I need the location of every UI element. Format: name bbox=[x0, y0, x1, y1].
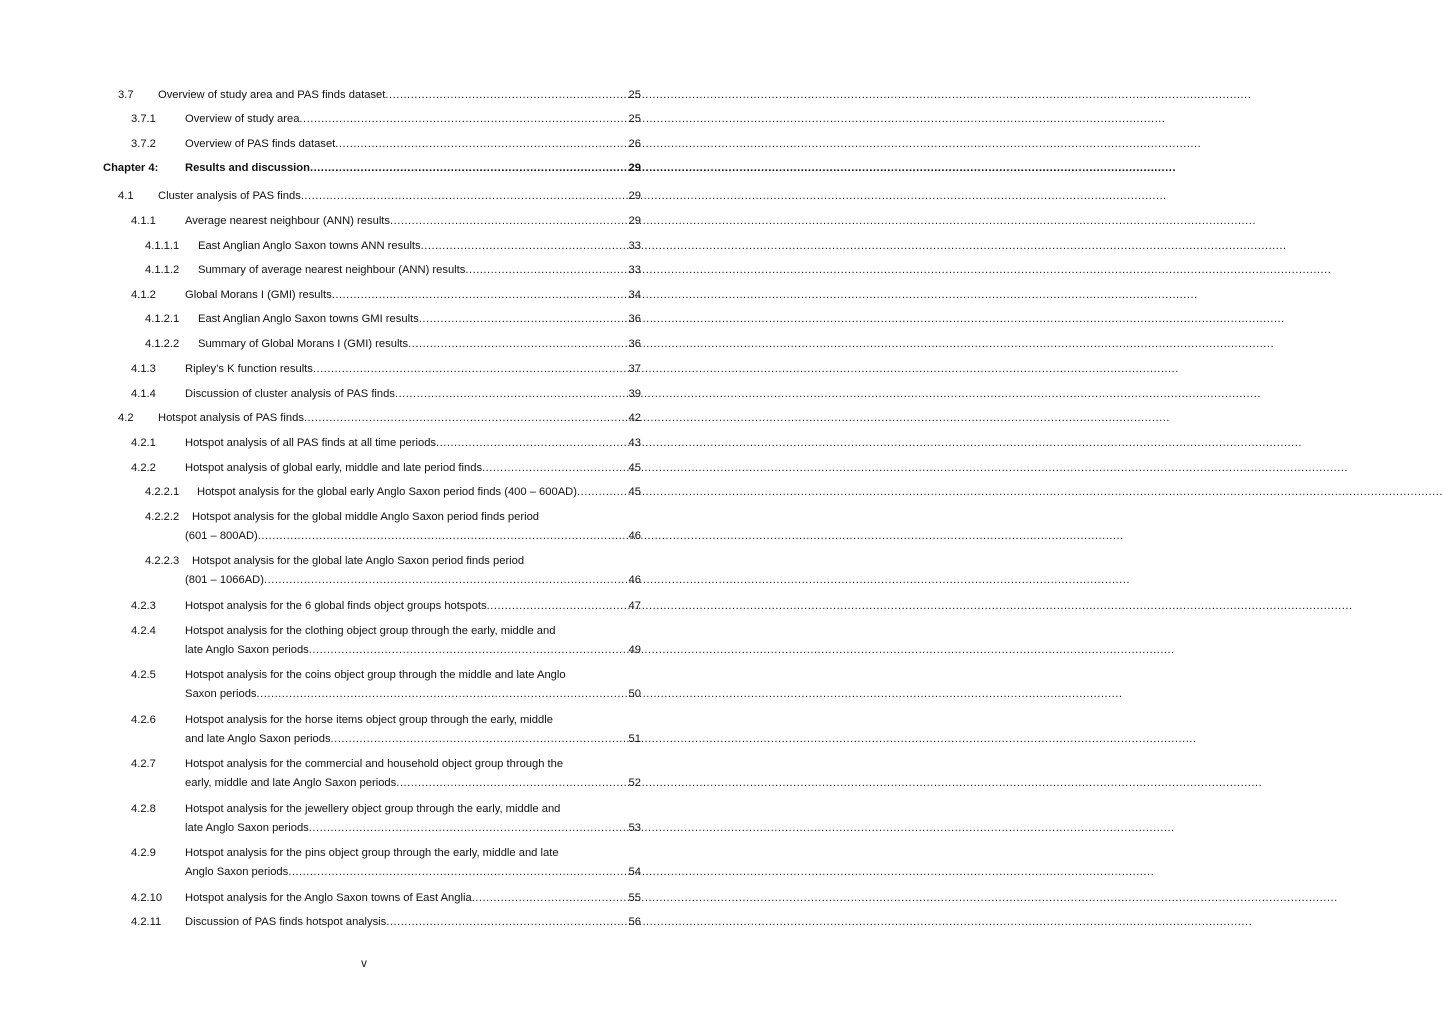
toc-entry-title: Overview of PAS finds dataset bbox=[185, 138, 336, 150]
toc-entry-number: 3.7.1 bbox=[131, 113, 156, 125]
dot-leader bbox=[257, 688, 628, 701]
toc-entry-title: early, middle and late Anglo Saxon periods bbox=[185, 777, 397, 789]
toc-entry-page: 50 bbox=[628, 688, 641, 700]
toc-entry-page: 47 bbox=[628, 600, 641, 612]
dot-leader bbox=[309, 644, 628, 657]
toc-entry-title: Summary of Global Morans I (GMI) results bbox=[198, 338, 409, 350]
toc-entry-page: 33 bbox=[628, 240, 641, 252]
toc-entry-title: Hotspot analysis for the global middle Anglo Saxon period finds period bbox=[192, 511, 540, 523]
dot-leader bbox=[304, 412, 628, 425]
toc-entry-title: late Anglo Saxon periods bbox=[185, 822, 309, 834]
dot-leader bbox=[332, 289, 628, 302]
dot-leader bbox=[309, 822, 628, 835]
toc-entry-title: Hotspot analysis for the global late Anglo Saxon period finds period bbox=[192, 555, 525, 567]
toc-entry-title: East Anglian Anglo Saxon towns ANN results bbox=[198, 240, 421, 252]
toc-entry-title: Hotspot analysis for the global early Anglo Saxon period finds (400 – 600AD) bbox=[197, 486, 577, 498]
toc-entry-title: Hotspot analysis for the jewellery object group through the early, middle and bbox=[185, 803, 561, 815]
toc-entry-title: East Anglian Anglo Saxon towns GMI results bbox=[198, 313, 419, 325]
dot-leader bbox=[385, 89, 627, 102]
toc-entry-title: Hotspot analysis of all PAS finds at all time periods bbox=[185, 437, 437, 449]
toc-entry-number: 3.7 bbox=[118, 89, 134, 101]
toc-entry-page: 52 bbox=[628, 777, 641, 789]
toc-entry-number: 4.1.1.2 bbox=[145, 264, 180, 276]
toc-entry-number: 4.1.2.1 bbox=[145, 313, 180, 325]
toc-entry-page: 34 bbox=[628, 289, 641, 301]
toc-entry-page: 43 bbox=[628, 437, 641, 449]
toc-entry-page: 29 bbox=[628, 162, 641, 174]
dot-leader bbox=[482, 462, 627, 475]
toc-entry-number: 4.2.9 bbox=[131, 847, 156, 859]
toc-entry-title: and late Anglo Saxon periods bbox=[185, 733, 331, 745]
dot-leader bbox=[421, 240, 628, 253]
toc-entry-page: 25 bbox=[628, 89, 641, 101]
toc-entry-page: 29 bbox=[628, 190, 641, 202]
toc-entry-title: Hotspot analysis for the Anglo Saxon towns of East Anglia bbox=[185, 892, 472, 904]
toc-entry-page: 26 bbox=[628, 138, 641, 150]
dot-leader bbox=[310, 162, 628, 175]
toc-entry-page: 29 bbox=[628, 215, 641, 227]
toc-entry-title: Average nearest neighbour (ANN) results bbox=[185, 215, 391, 227]
toc-entry-title: Hotspot analysis for the clothing object group through the early, middle and bbox=[185, 625, 556, 637]
toc-entry-title: Overview of study area and PAS finds dataset bbox=[158, 89, 386, 101]
toc-entry-number: 4.2.6 bbox=[131, 714, 156, 726]
toc-entry-title: (601 – 800AD) bbox=[185, 530, 258, 542]
toc-entry-page: 49 bbox=[628, 644, 641, 656]
toc-entry-number: Chapter 4: bbox=[103, 162, 159, 174]
toc-entry-title: Global Morans I (GMI) results bbox=[185, 289, 332, 301]
toc-entry-number: 4.2.2.2 bbox=[145, 511, 180, 523]
dot-leader bbox=[288, 866, 627, 879]
dot-leader bbox=[299, 113, 627, 126]
dot-leader bbox=[408, 338, 627, 351]
toc-entry-title: Hotspot analysis of PAS finds bbox=[158, 412, 304, 424]
toc-entry-number: 4.2.8 bbox=[131, 803, 156, 815]
toc-entry-title: Summary of average nearest neighbour (ANN) results bbox=[198, 264, 466, 276]
toc-entry-title: Hotspot analysis for the pins object group through the early, middle and late bbox=[185, 847, 559, 859]
toc-entry-number: 4.1.1 bbox=[131, 215, 156, 227]
toc-entry-number: 4.1.1.1 bbox=[145, 240, 180, 252]
toc-entry-page: 36 bbox=[628, 313, 641, 325]
toc-entry-number: 4.2.2.1 bbox=[145, 486, 180, 498]
dot-leader bbox=[335, 138, 627, 151]
toc-entry-number: 4.1.2 bbox=[131, 289, 156, 301]
toc-entry-page: 56 bbox=[628, 916, 641, 928]
toc-entry-number: 4.1 bbox=[118, 190, 134, 202]
toc-entry-number: 4.1.4 bbox=[131, 388, 156, 400]
dot-leader bbox=[258, 530, 628, 543]
toc-entry-title: Discussion of cluster analysis of PAS finds bbox=[185, 388, 395, 400]
toc-entry-page: 37 bbox=[628, 363, 641, 375]
dot-leader bbox=[419, 313, 628, 326]
dot-leader bbox=[390, 215, 628, 228]
toc-entry-page: 55 bbox=[628, 892, 641, 904]
toc-entry-page: 45 bbox=[628, 462, 641, 474]
toc-entry-number: 4.2.1 bbox=[131, 437, 156, 449]
toc-entry-title: Ripley’s K function results bbox=[185, 363, 313, 375]
dot-leader bbox=[395, 388, 628, 401]
page-number: v bbox=[361, 958, 367, 970]
dot-leader bbox=[465, 264, 627, 277]
toc-entry-page: 39 bbox=[628, 388, 641, 400]
toc-entry-title: Cluster analysis of PAS finds bbox=[158, 190, 301, 202]
dot-leader bbox=[264, 574, 628, 587]
toc-entry-title: late Anglo Saxon periods bbox=[185, 644, 309, 656]
toc-entry-page: 54 bbox=[628, 866, 641, 878]
dot-leader bbox=[301, 190, 628, 203]
toc-entry-page: 46 bbox=[628, 530, 641, 542]
toc-entry-page: 46 bbox=[628, 574, 641, 586]
toc-entry-page: 36 bbox=[628, 338, 641, 350]
toc-entry-page: 25 bbox=[628, 113, 641, 125]
toc-entry-number: 4.1.2.2 bbox=[145, 338, 180, 350]
dot-leader bbox=[313, 363, 628, 376]
toc-entry-title: Saxon periods bbox=[185, 688, 257, 700]
toc-entry-number: 4.2.2.3 bbox=[145, 555, 180, 567]
toc-entry-page: 45 bbox=[628, 486, 641, 498]
toc-entry-number: 4.2.7 bbox=[131, 758, 156, 770]
dot-leader bbox=[331, 733, 628, 746]
toc-entry-title: Anglo Saxon periods bbox=[185, 866, 289, 878]
toc-entry-title: Hotspot analysis of global early, middle and late period finds bbox=[185, 462, 483, 474]
toc-entry-page: 42 bbox=[628, 412, 641, 424]
toc-entry-number: 4.2.5 bbox=[131, 669, 156, 681]
toc-entry-number: 4.2.11 bbox=[131, 916, 162, 928]
toc-entry-number: 3.7.2 bbox=[131, 138, 156, 150]
toc-entry-title: (801 – 1066AD) bbox=[185, 574, 264, 586]
toc-entry-number: 4.2 bbox=[118, 412, 134, 424]
dot-leader bbox=[577, 486, 628, 499]
toc-entry-page: 51 bbox=[628, 733, 641, 745]
toc-entry-number: 4.2.4 bbox=[131, 625, 156, 637]
toc-entry-number: 4.1.3 bbox=[131, 363, 156, 375]
dot-leader bbox=[396, 777, 627, 790]
dot-leader bbox=[386, 916, 627, 929]
toc-entry-title: Hotspot analysis for the horse items object group through the early, middle bbox=[185, 714, 553, 726]
dot-leader bbox=[487, 600, 628, 613]
toc-entry-title: Overview of study area bbox=[185, 113, 300, 125]
toc-entry-title: Results and discussion bbox=[185, 162, 310, 174]
toc-entry-page: 53 bbox=[628, 822, 641, 834]
toc-entry-title: Hotspot analysis for the commercial and household object group through the bbox=[185, 758, 564, 770]
toc-entry-title: Discussion of PAS finds hotspot analysis bbox=[185, 916, 387, 928]
toc-entry-number: 4.2.3 bbox=[131, 600, 156, 612]
toc-entry-number: 4.2.10 bbox=[131, 892, 163, 904]
toc-entry-title: Hotspot analysis for the coins object group through the middle and late Anglo bbox=[185, 669, 566, 681]
toc-entry-number: 4.2.2 bbox=[131, 462, 156, 474]
dot-leader bbox=[472, 892, 628, 905]
toc-entry-page: 33 bbox=[628, 264, 641, 276]
toc-entry-title: Hotspot analysis for the 6 global finds object groups hotspots bbox=[185, 600, 487, 612]
dot-leader bbox=[436, 437, 628, 450]
